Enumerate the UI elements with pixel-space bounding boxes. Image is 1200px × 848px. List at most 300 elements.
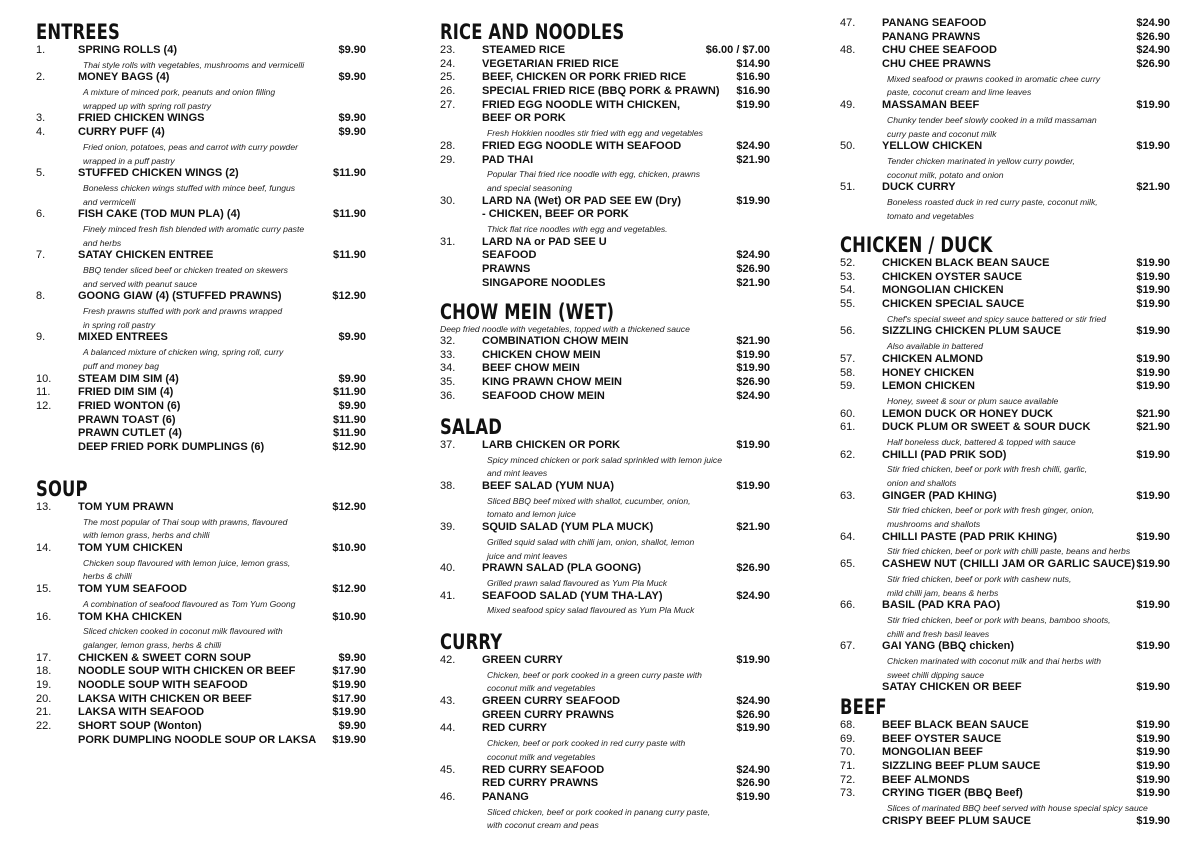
menu-item xyxy=(440,58,770,72)
item-description-text: Chicken marinated with coconut milk and thai herbs with xyxy=(887,655,1101,666)
item-description-text: galanger, lemon grass, herbs & chilli xyxy=(83,639,222,650)
menu-item xyxy=(36,331,366,345)
menu-item xyxy=(440,590,770,604)
menu-item xyxy=(440,521,770,535)
item-description xyxy=(840,85,1170,99)
item-description xyxy=(36,277,366,291)
menu-item xyxy=(840,640,1170,654)
item-price: $19.90 xyxy=(1136,719,1170,731)
item-description-text: A balanced mixture of chicken wing, spring roll, curry xyxy=(83,347,284,358)
item-number: 17. xyxy=(36,651,52,664)
item-number: 64. xyxy=(840,530,856,543)
menu-item xyxy=(840,17,1170,31)
menu-item xyxy=(36,542,366,556)
item-price: $10.90 xyxy=(332,542,366,555)
item-price: $19.90 xyxy=(1136,681,1170,694)
item-price: $9.90 xyxy=(338,112,366,125)
item-price: $11.90 xyxy=(332,386,366,399)
item-price: $17.90 xyxy=(332,692,366,705)
item-price: $19.90 xyxy=(1136,773,1170,786)
item-description-text: Sliced BBQ beef mixed with shallot, cucumber, onion, xyxy=(487,495,691,506)
menu-item xyxy=(440,439,770,453)
item-name: BEEF OR PORK xyxy=(482,112,566,125)
menu-item xyxy=(440,140,770,154)
item-price: $19.90 xyxy=(1136,284,1170,297)
item-price: $24.90 xyxy=(736,589,770,602)
item-price: $19.90 xyxy=(1136,746,1170,759)
item-number: 7. xyxy=(36,249,46,262)
item-description-text: Grilled prawn salad flavoured as Yum Pla Muck xyxy=(487,577,668,588)
menu-section xyxy=(440,300,770,403)
menu-item xyxy=(440,362,770,376)
item-description xyxy=(36,154,366,168)
item-name: SINGAPORE NOODLES xyxy=(482,276,606,289)
item-name: BEEF BLACK BEAN SAUCE xyxy=(882,719,1029,731)
menu-item xyxy=(440,777,770,791)
item-price: $19.90 xyxy=(1136,732,1170,745)
item-price: $19.90 xyxy=(1136,489,1170,502)
item-number: 44. xyxy=(440,722,456,735)
item-description-text: Honey, sweet & sour or plum sauce available xyxy=(887,395,1059,406)
item-number: 1. xyxy=(36,44,46,56)
item-number: 16. xyxy=(36,610,52,623)
menu-item xyxy=(840,558,1170,572)
menu-item xyxy=(36,290,366,304)
menu-item xyxy=(840,44,1170,58)
item-name: SPECIAL FRIED RICE (BBQ PORK & PRAWN) xyxy=(482,85,720,98)
item-number: 57. xyxy=(840,352,856,365)
menu-item xyxy=(440,154,770,168)
item-description-text: juice and mint leaves xyxy=(487,550,568,561)
item-name: STUFFED CHICKEN WINGS (2) xyxy=(78,167,239,180)
item-price: $9.90 xyxy=(338,44,366,56)
item-price: $24.90 xyxy=(1136,17,1170,29)
item-number: 68. xyxy=(840,719,856,731)
item-description-text: Chicken soup flavoured with lemon juice, lemon grass, xyxy=(83,557,291,568)
item-name: PANANG SEAFOOD xyxy=(882,17,987,29)
item-number: 59. xyxy=(840,380,856,393)
menu-item xyxy=(36,414,366,428)
item-number: 69. xyxy=(840,732,856,745)
menu-item xyxy=(840,681,1170,695)
item-description-text: Finely minced fresh fish blended with aromatic curry paste xyxy=(83,223,305,234)
item-description xyxy=(36,195,366,209)
item-name: CHILLI (PAD PRIK SOD) xyxy=(882,448,1007,461)
item-name: FRIED EGG NOODLE WITH SEAFOOD xyxy=(482,139,682,152)
menu-item xyxy=(840,787,1170,801)
item-description xyxy=(440,805,770,819)
item-name: MASSAMAN BEEF xyxy=(882,99,980,112)
item-name: STEAMED RICE xyxy=(482,44,566,56)
menu-item xyxy=(36,583,366,597)
menu-item xyxy=(440,277,770,291)
item-number: 63. xyxy=(840,489,856,502)
item-price: $21.90 xyxy=(1136,421,1170,434)
item-description xyxy=(36,345,366,359)
item-price: $24.90 xyxy=(736,695,770,708)
item-description xyxy=(36,624,366,638)
item-price: $19.90 xyxy=(1136,814,1170,827)
item-number: 13. xyxy=(36,501,52,513)
item-price: $6.00 / $7.00 xyxy=(705,44,770,56)
item-description xyxy=(36,85,366,99)
item-number: 51. xyxy=(840,181,856,194)
item-price: $19.90 xyxy=(1136,352,1170,365)
item-description xyxy=(840,654,1170,668)
item-price: $16.90 xyxy=(736,85,770,98)
item-price: $10.90 xyxy=(332,610,366,623)
menu-item xyxy=(840,421,1170,435)
item-name: CHU CHEE SEAFOOD xyxy=(882,44,997,57)
item-description xyxy=(840,127,1170,141)
item-price: $9.90 xyxy=(338,651,366,664)
item-name: PORK DUMPLING NOODLE SOUP OR LAKSA xyxy=(78,733,317,746)
item-price: $19.90 xyxy=(1136,270,1170,283)
item-description xyxy=(440,750,770,764)
item-number: 3. xyxy=(36,112,46,125)
menu-item xyxy=(440,480,770,494)
item-price: $14.90 xyxy=(736,57,770,70)
menu-item xyxy=(440,44,770,58)
menu-item xyxy=(440,71,770,85)
item-name: LARD NA (Wet) OR PAD SEE EW (Dry) xyxy=(482,194,682,207)
item-description xyxy=(36,597,366,611)
item-price: $16.90 xyxy=(736,71,770,84)
menu-item xyxy=(36,167,366,181)
item-price: $19.90 xyxy=(1136,640,1170,653)
item-name: BEEF, CHICKEN OR PORK FRIED RICE xyxy=(482,71,687,84)
menu-item xyxy=(840,449,1170,463)
item-name: CHILLI PASTE (PAD PRIK KHING) xyxy=(882,530,1057,543)
item-description xyxy=(840,544,1170,558)
section-heading: CHOW MEIN (WET) xyxy=(440,300,615,324)
item-number: 55. xyxy=(840,298,856,311)
item-name: SIZZLING CHICKEN PLUM SAUCE xyxy=(882,325,1062,338)
menu-item xyxy=(840,58,1170,72)
item-number: 31. xyxy=(440,235,456,248)
menu-section xyxy=(36,477,366,747)
item-name: TOM YUM SEAFOOD xyxy=(78,583,187,596)
item-name: SIZZLING BEEF PLUM SAUCE xyxy=(882,760,1041,773)
item-description xyxy=(440,466,770,480)
item-number: 72. xyxy=(840,773,856,786)
item-description-text: Boneless chicken wings stuffed with mince beef, fungus xyxy=(83,182,296,193)
item-number: 60. xyxy=(840,407,856,420)
item-description xyxy=(840,801,1170,815)
item-number: 32. xyxy=(440,335,456,347)
item-number: 34. xyxy=(440,362,456,375)
item-description xyxy=(840,312,1170,326)
item-number: 66. xyxy=(840,599,856,612)
item-name: FRIED DIM SIM (4) xyxy=(78,386,174,399)
item-description-text: coconut milk and vegetables xyxy=(487,751,596,762)
item-description-text: wrapped in a puff pastry xyxy=(83,155,175,166)
menu-item xyxy=(36,734,366,748)
item-description xyxy=(440,535,770,549)
item-description xyxy=(36,528,366,542)
item-name: NOODLE SOUP WITH CHICKEN OR BEEF xyxy=(78,665,296,678)
section-heading: SALAD xyxy=(440,415,502,439)
item-description-text: Half boneless duck, battered & topped with sauce xyxy=(887,436,1076,447)
item-name: CHICKEN ALMOND xyxy=(882,352,984,365)
item-price: $19.90 xyxy=(736,439,770,451)
menu-item xyxy=(36,427,366,441)
item-price: $19.90 xyxy=(1136,366,1170,379)
item-price: $12.90 xyxy=(332,501,366,513)
item-name: DUCK CURRY xyxy=(882,181,956,194)
item-name: CASHEW NUT (CHILLI JAM OR GARLIC SAUCE) xyxy=(882,558,1135,571)
item-number: 43. xyxy=(440,695,456,708)
item-description-text: with coconut cream and peas xyxy=(487,820,599,831)
item-description xyxy=(440,453,770,467)
item-description-text: Sliced chicken cooked in coconut milk flavoured with xyxy=(83,626,283,637)
section-description: Deep fried noodle with vegetables, topped with a thickened sauce xyxy=(440,324,690,334)
menu-item xyxy=(840,298,1170,312)
item-description-text: Also available in battered xyxy=(887,341,984,352)
item-name: CRISPY BEEF PLUM SAUCE xyxy=(882,814,1031,827)
item-number: 5. xyxy=(36,167,46,180)
item-description-text: Stir fried chicken, beef or pork with fresh ginger, onion, xyxy=(887,505,1095,516)
item-description-text: Stir fried chicken, beef or pork with cashew nuts, xyxy=(887,573,1072,584)
item-description-text: Spicy minced chicken or pork salad sprinkled with lemon juice xyxy=(487,454,723,465)
item-name: SQUID SALAD (YUM PLA MUCK) xyxy=(482,521,654,534)
item-price: $21.90 xyxy=(1136,181,1170,194)
item-description xyxy=(36,556,366,570)
menu-item xyxy=(840,367,1170,381)
item-name: RED CURRY SEAFOOD xyxy=(482,763,605,776)
item-number: 62. xyxy=(840,448,856,461)
menu-item xyxy=(36,501,366,515)
item-price: $12.90 xyxy=(332,290,366,303)
item-price: $19.90 xyxy=(1136,448,1170,461)
menu-item xyxy=(840,774,1170,788)
item-description-text: Tender chicken marinated in yellow curry powder, xyxy=(887,155,1075,166)
item-description xyxy=(840,627,1170,641)
item-description xyxy=(840,113,1170,127)
item-name: LAKSA WITH CHICKEN OR BEEF xyxy=(78,692,252,705)
item-price: $19.90 xyxy=(332,733,366,746)
item-name: MIXED ENTREES xyxy=(78,331,168,344)
menu-item xyxy=(440,764,770,778)
item-name: LEMON CHICKEN xyxy=(882,380,975,393)
item-price: $21.90 xyxy=(1136,407,1170,420)
item-price: $19.90 xyxy=(736,790,770,803)
item-price: $21.90 xyxy=(736,521,770,534)
item-price: $9.90 xyxy=(338,720,366,732)
item-price: $19.90 xyxy=(1136,760,1170,773)
item-price: $19.90 xyxy=(1136,599,1170,612)
item-number: 19. xyxy=(36,678,52,691)
item-name: GAI YANG (BBQ chicken) xyxy=(882,640,1015,653)
item-description-text: Mixed seafood spicy salad flavoured as Yum Pla Muck xyxy=(487,605,695,616)
item-description xyxy=(440,576,770,590)
item-price: $19.90 xyxy=(1136,257,1170,269)
item-price: $24.90 xyxy=(1136,44,1170,57)
item-description-text: Sliced chicken, beef or pork cooked in panang curry paste, xyxy=(487,806,711,817)
item-description xyxy=(440,181,770,195)
item-number: 30. xyxy=(440,194,456,207)
item-name: FRIED EGG NOODLE WITH CHICKEN, xyxy=(482,98,680,111)
menu-item xyxy=(36,112,366,126)
item-description-text: with lemon grass, herbs and chilli xyxy=(83,530,210,541)
item-description xyxy=(840,154,1170,168)
item-description xyxy=(840,668,1170,682)
item-number: 65. xyxy=(840,558,856,571)
menu-item xyxy=(840,760,1170,774)
menu-item xyxy=(36,611,366,625)
menu-item xyxy=(840,408,1170,422)
item-number: 4. xyxy=(36,126,46,139)
menu-item xyxy=(840,719,1170,733)
item-description xyxy=(840,517,1170,531)
item-name: PAD THAI xyxy=(482,153,534,166)
item-number: 41. xyxy=(440,589,456,602)
item-name: MONGOLIAN CHICKEN xyxy=(882,284,1004,297)
section-heading: CURRY xyxy=(440,630,503,654)
item-price: $19.90 xyxy=(1136,558,1170,571)
item-number: 25. xyxy=(440,71,456,84)
menu-item xyxy=(440,85,770,99)
item-price: $19.90 xyxy=(1136,787,1170,800)
item-number: 73. xyxy=(840,787,856,800)
menu-item xyxy=(840,531,1170,545)
item-price: $26.90 xyxy=(1136,58,1170,71)
item-name: PRAWN TOAST (6) xyxy=(78,413,176,426)
menu-item xyxy=(36,679,366,693)
item-description-text: Chef's special sweet and spicy sauce battered or stir fried xyxy=(887,313,1106,324)
item-name: BEEF CHOW MEIN xyxy=(482,362,580,375)
item-name: SEAFOOD CHOW MEIN xyxy=(482,389,605,402)
item-number: 49. xyxy=(840,99,856,112)
menu-item xyxy=(440,791,770,805)
item-price: $26.90 xyxy=(736,562,770,575)
menu-item xyxy=(440,349,770,363)
section-heading: BEEF xyxy=(840,695,887,719)
item-description xyxy=(840,503,1170,517)
menu-item xyxy=(440,722,770,736)
item-number: 71. xyxy=(840,760,856,773)
item-description-text: and served with peanut sauce xyxy=(83,278,198,289)
menu-section xyxy=(840,17,1170,222)
item-name: LARB CHICKEN OR PORK xyxy=(482,439,621,451)
item-number: 53. xyxy=(840,270,856,283)
item-description-text: chilli and fresh basil leaves xyxy=(887,628,990,639)
item-name: CHICKEN & SWEET CORN SOUP xyxy=(78,651,251,664)
item-price: $12.90 xyxy=(332,440,366,453)
item-number: 8. xyxy=(36,290,46,303)
item-price: $19.90 xyxy=(736,98,770,111)
item-description-text: herbs & chilli xyxy=(83,571,132,582)
item-name: MONGOLIAN BEEF xyxy=(882,746,983,759)
menu-item xyxy=(36,249,366,263)
menu-item xyxy=(36,652,366,666)
item-description-text: Fresh Hokkien noodles stir fried with egg and vegetables xyxy=(487,128,703,139)
menu-section xyxy=(440,20,770,290)
item-number: 11. xyxy=(36,386,51,399)
item-number: 9. xyxy=(36,331,46,344)
item-price: $26.90 xyxy=(736,263,770,275)
item-description xyxy=(36,181,366,195)
item-description xyxy=(840,586,1170,600)
item-price: $11.90 xyxy=(332,249,366,262)
item-name: FRIED CHICKEN WINGS xyxy=(78,112,205,125)
item-number: 40. xyxy=(440,562,456,575)
item-number: 28. xyxy=(440,139,456,152)
item-price: $9.90 xyxy=(338,372,366,385)
item-price: $19.90 xyxy=(736,362,770,375)
item-price: $19.90 xyxy=(736,480,770,493)
menu-item xyxy=(840,490,1170,504)
menu-item xyxy=(840,140,1170,154)
item-name: BEEF SALAD (YUM NUA) xyxy=(482,480,614,493)
item-number: 58. xyxy=(840,366,856,379)
item-description-text: Stir fried chicken, beef or pork with chilli paste, beans and herbs xyxy=(887,546,1131,557)
item-number: 12. xyxy=(36,399,52,412)
item-name: GREEN CURRY PRAWNS xyxy=(482,708,615,721)
item-description xyxy=(840,339,1170,353)
item-description xyxy=(840,435,1170,449)
item-description-text: Boneless roasted duck in red curry paste, coconut milk, xyxy=(887,196,1098,207)
item-description xyxy=(36,222,366,236)
item-description-text: mushrooms and shallots xyxy=(887,519,981,530)
item-description xyxy=(36,304,366,318)
item-name: SEAFOOD xyxy=(482,249,537,262)
item-number: 21. xyxy=(36,706,52,719)
item-number: 67. xyxy=(840,640,856,653)
item-price: $19.90 xyxy=(1136,380,1170,393)
item-description xyxy=(36,58,366,72)
item-price: $21.90 xyxy=(736,153,770,166)
item-price: $19.90 xyxy=(332,678,366,691)
menu-item xyxy=(840,599,1170,613)
item-price: $9.90 xyxy=(338,331,366,344)
item-description-text: puff and money bag xyxy=(83,360,159,371)
item-description-text: mild chilli jam, beans & herbs xyxy=(887,587,999,598)
item-description-text: tomato and vegetables xyxy=(887,210,974,221)
menu-item xyxy=(36,693,366,707)
item-name: VEGETARIAN FRIED RICE xyxy=(482,57,619,70)
item-description xyxy=(36,515,366,529)
item-price: $12.90 xyxy=(332,583,366,596)
item-description xyxy=(440,222,770,236)
menu-section xyxy=(840,233,1170,695)
menu-item xyxy=(36,386,366,400)
section-heading: SOUP xyxy=(36,477,88,501)
item-price: $19.90 xyxy=(1136,530,1170,543)
item-number: 50. xyxy=(840,140,856,153)
item-price: $9.90 xyxy=(338,71,366,84)
menu-item xyxy=(840,733,1170,747)
menu-item xyxy=(440,195,770,209)
item-price: $19.90 xyxy=(736,194,770,207)
item-description-text: Popular Thai fried rice noodle with egg, chicken, prawns xyxy=(487,169,701,180)
item-name: HONEY CHICKEN xyxy=(882,366,975,379)
item-name: PRAWNS xyxy=(482,263,531,275)
item-description-text: and herbs xyxy=(83,237,122,248)
item-price: $21.90 xyxy=(736,335,770,347)
menu-item xyxy=(440,208,770,222)
item-price: $9.90 xyxy=(338,399,366,412)
item-description-text: A combination of seafood flavoured as Tom Yum Goong xyxy=(83,598,296,609)
item-description xyxy=(36,140,366,154)
item-name: PRAWN SALAD (PLA GOONG) xyxy=(482,562,642,575)
item-price: $24.90 xyxy=(736,389,770,402)
item-number: 14. xyxy=(36,542,52,555)
menu-item xyxy=(440,236,770,250)
item-name: PANANG xyxy=(482,790,529,803)
section-heading: ENTREES xyxy=(36,20,120,44)
item-number: 48. xyxy=(840,44,856,57)
